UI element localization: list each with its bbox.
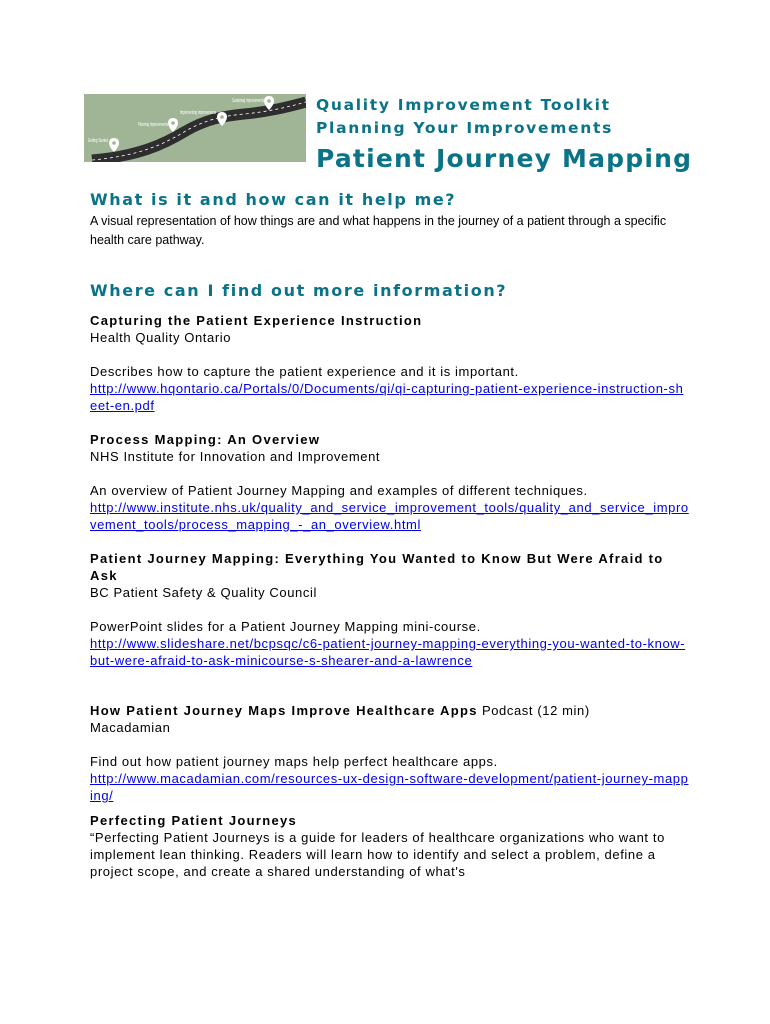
section-title: Planning Your Improvements — [316, 119, 614, 137]
resource-item — [90, 431, 690, 533]
banner-label-getting-started: Getting Started — [88, 138, 109, 144]
resource-title: Patient Journey Mapping: Everything You Wanted to Know But Were Afraid to Ask — [90, 551, 664, 583]
toolkit-title: Quality Improvement Toolkit — [316, 96, 611, 114]
what-heading: What is it and how can it help me? — [90, 190, 457, 209]
resource-title-suffix: Podcast (12 min) — [477, 703, 590, 718]
banner-label-implementing: Implementing Improvements — [180, 110, 217, 116]
resource-description: PowerPoint slides for a Patient Journey Mapping mini-course. — [90, 619, 481, 634]
banner-label-planning: Planning Improvements — [138, 122, 169, 128]
where-heading: Where can I find out more information? — [90, 281, 508, 300]
resource-item — [90, 550, 690, 669]
resource-source: Health Quality Ontario — [90, 330, 232, 345]
resource-item — [90, 312, 690, 414]
resource-description: Describes how to capture the patient experience and it is important. — [90, 364, 519, 379]
resource-item — [90, 812, 690, 880]
banner-label-sustaining: Sustaining Improvements — [232, 98, 265, 104]
resource-source: BC Patient Safety & Quality Council — [90, 585, 317, 600]
page-title: Patient Journey Mapping — [316, 144, 693, 173]
resource-list — [90, 312, 690, 880]
resource-item — [90, 702, 690, 804]
resource-title: Perfecting Patient Journeys — [90, 813, 298, 828]
resource-link[interactable]: http://www.slideshare.net/bcpsqc/c6-patient-journey-mapping-everything-you-wanted-to-know-but-were-afraid-to-ask-minicourse-s-shearer-and-a-lawrence — [90, 636, 686, 668]
resource-description: An overview of Patient Journey Mapping and examples of different techniques. — [90, 483, 588, 498]
resource-description: Find out how patient journey maps help perfect healthcare apps. — [90, 754, 498, 769]
main-content — [90, 190, 690, 880]
resource-link[interactable]: http://www.macadamian.com/resources-ux-design-software-development/patient-journey-mapping/ — [90, 771, 689, 803]
resource-heading-line — [90, 702, 690, 719]
resource-description: “Perfecting Patient Journeys is a guide for leaders of healthcare organizations who want to implement lean thinking. Readers will learn how to identify and select a problem, define a project scope, and create a shared understanding of what's — [90, 830, 665, 879]
resource-title: Capturing the Patient Experience Instruction — [90, 313, 423, 328]
resource-link[interactable]: http://www.hqontario.ca/Portals/0/Documents/qi/qi-capturing-patient-experience-instruction-sheet-en.pdf — [90, 381, 684, 413]
toolkit-roadmap-banner — [84, 94, 306, 162]
resource-link[interactable]: http://www.institute.nhs.uk/quality_and_service_improvement_tools/quality_and_service_improvement_tools/process_mapping_-_an_overview.html — [90, 500, 689, 532]
resource-source: NHS Institute for Innovation and Improvement — [90, 449, 381, 464]
what-body: A visual representation of how things are and what happens in the journey of a patient through a specific health care pathway. — [90, 214, 667, 247]
resource-title: Process Mapping: An Overview — [90, 432, 321, 447]
resource-title: How Patient Journey Maps Improve Healthcare Apps — [90, 703, 478, 718]
title-block — [316, 94, 692, 173]
resource-source: Macadamian — [90, 720, 171, 735]
